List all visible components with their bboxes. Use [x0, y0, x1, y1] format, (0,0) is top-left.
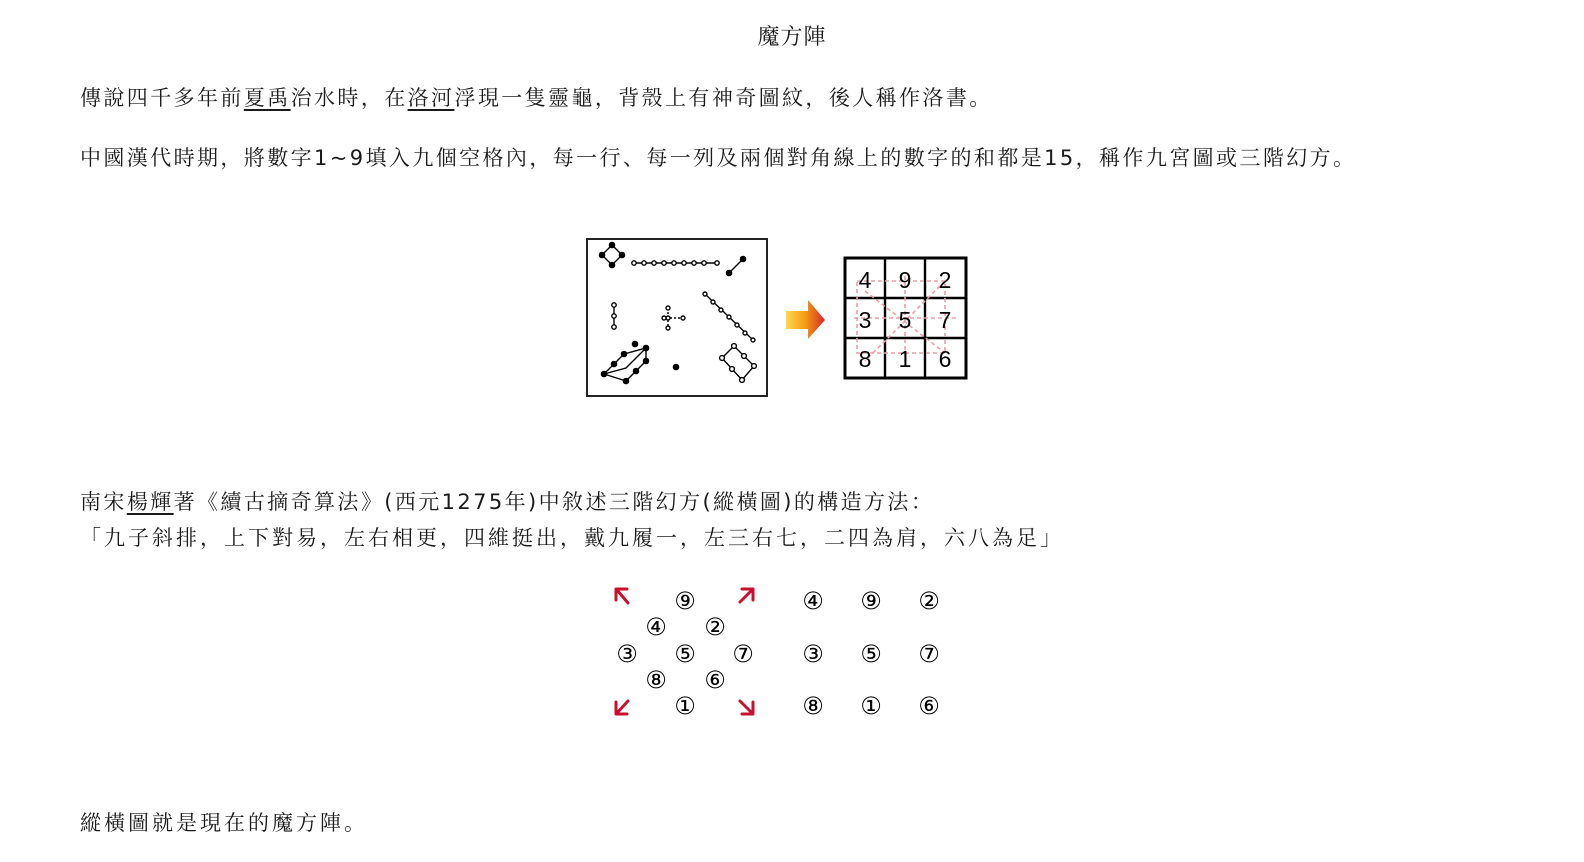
cell-r1c2: 9 [898, 267, 912, 293]
square-r1c3: ② [918, 587, 940, 615]
yang-hui-paragraph [80, 484, 934, 520]
luoshu-figure [584, 236, 984, 401]
diamond-seven: ⑦ [732, 640, 754, 668]
square-numbers [802, 587, 940, 720]
square-r2c3: ⑦ [918, 640, 940, 668]
cell-r3c1: 8 [858, 346, 872, 372]
link-xia-yu[interactable]: 夏禹 [243, 86, 291, 110]
cell-r2c2: 5 [898, 307, 912, 333]
transform-arrow-icon [786, 300, 825, 339]
cell-r3c2: 1 [898, 346, 912, 372]
cell-r1c3: 2 [938, 267, 952, 293]
arrow-up-left-icon [616, 589, 628, 603]
square-r1c2: ⑨ [860, 587, 882, 615]
construction-quote: 「九子斜排，上下對易，左右相更，四維挺出，戴九履一，左三右七，二四為肩，六八為足」 [80, 526, 1064, 550]
diamond-two: ② [704, 613, 726, 641]
square-r3c2: ① [860, 692, 882, 720]
diamond-three: ③ [616, 640, 638, 668]
page-title: 魔方陣 [757, 25, 827, 50]
square-r3c3: ⑥ [918, 692, 940, 720]
intro-text-post: 浮現一隻靈龜，背殼上有神奇圖紋，後人稱作洛書。 [454, 86, 993, 110]
cell-r2c1: 3 [858, 307, 872, 333]
link-luo-river[interactable]: 洛河 [407, 86, 455, 110]
diamond-one: ① [674, 692, 696, 720]
cell-r1c1: 4 [858, 267, 872, 293]
link-yang-hui[interactable]: 楊輝 [126, 490, 174, 514]
diamond-five: ⑤ [674, 640, 696, 668]
arrow-down-right-icon [740, 701, 753, 714]
diamond-eight: ⑧ [645, 666, 667, 694]
diamond-four: ④ [645, 613, 667, 641]
han-dynasty-paragraph: 中國漢代時期，將數字1~9填入九個空格內，每一行、每一列及兩個對角線上的數字的和都是15，稱作九宮圖或三階幻方。 [80, 146, 1357, 170]
square-r1c1: ④ [802, 587, 824, 615]
intro-text-pre: 傳說四千多年前 [80, 86, 244, 110]
cell-r3c3: 6 [938, 346, 952, 372]
square-r2c1: ③ [802, 640, 824, 668]
cell-r2c3: 7 [938, 307, 952, 333]
diamond-numbers [616, 587, 754, 720]
yang-hui-text-post: 著《續古摘奇算法》(西元1275年)中敘述三階幻方(縱橫圖)的構造方法： [173, 490, 935, 514]
arrow-up-right-icon [740, 589, 753, 602]
arrow-down-left-icon [616, 701, 628, 714]
square-r2c2: ⑤ [860, 640, 882, 668]
diamond-nine: ⑨ [674, 587, 696, 615]
square-r3c1: ⑧ [802, 692, 824, 720]
intro-text-mid: 治水時，在 [290, 86, 408, 110]
intro-paragraph [80, 80, 993, 116]
diamond-six: ⑥ [704, 666, 726, 694]
yang-hui-text-pre: 南宋 [80, 490, 127, 514]
construction-figure [600, 580, 960, 730]
conclusion-paragraph: 縱橫圖就是現在的魔方陣。 [80, 811, 368, 835]
